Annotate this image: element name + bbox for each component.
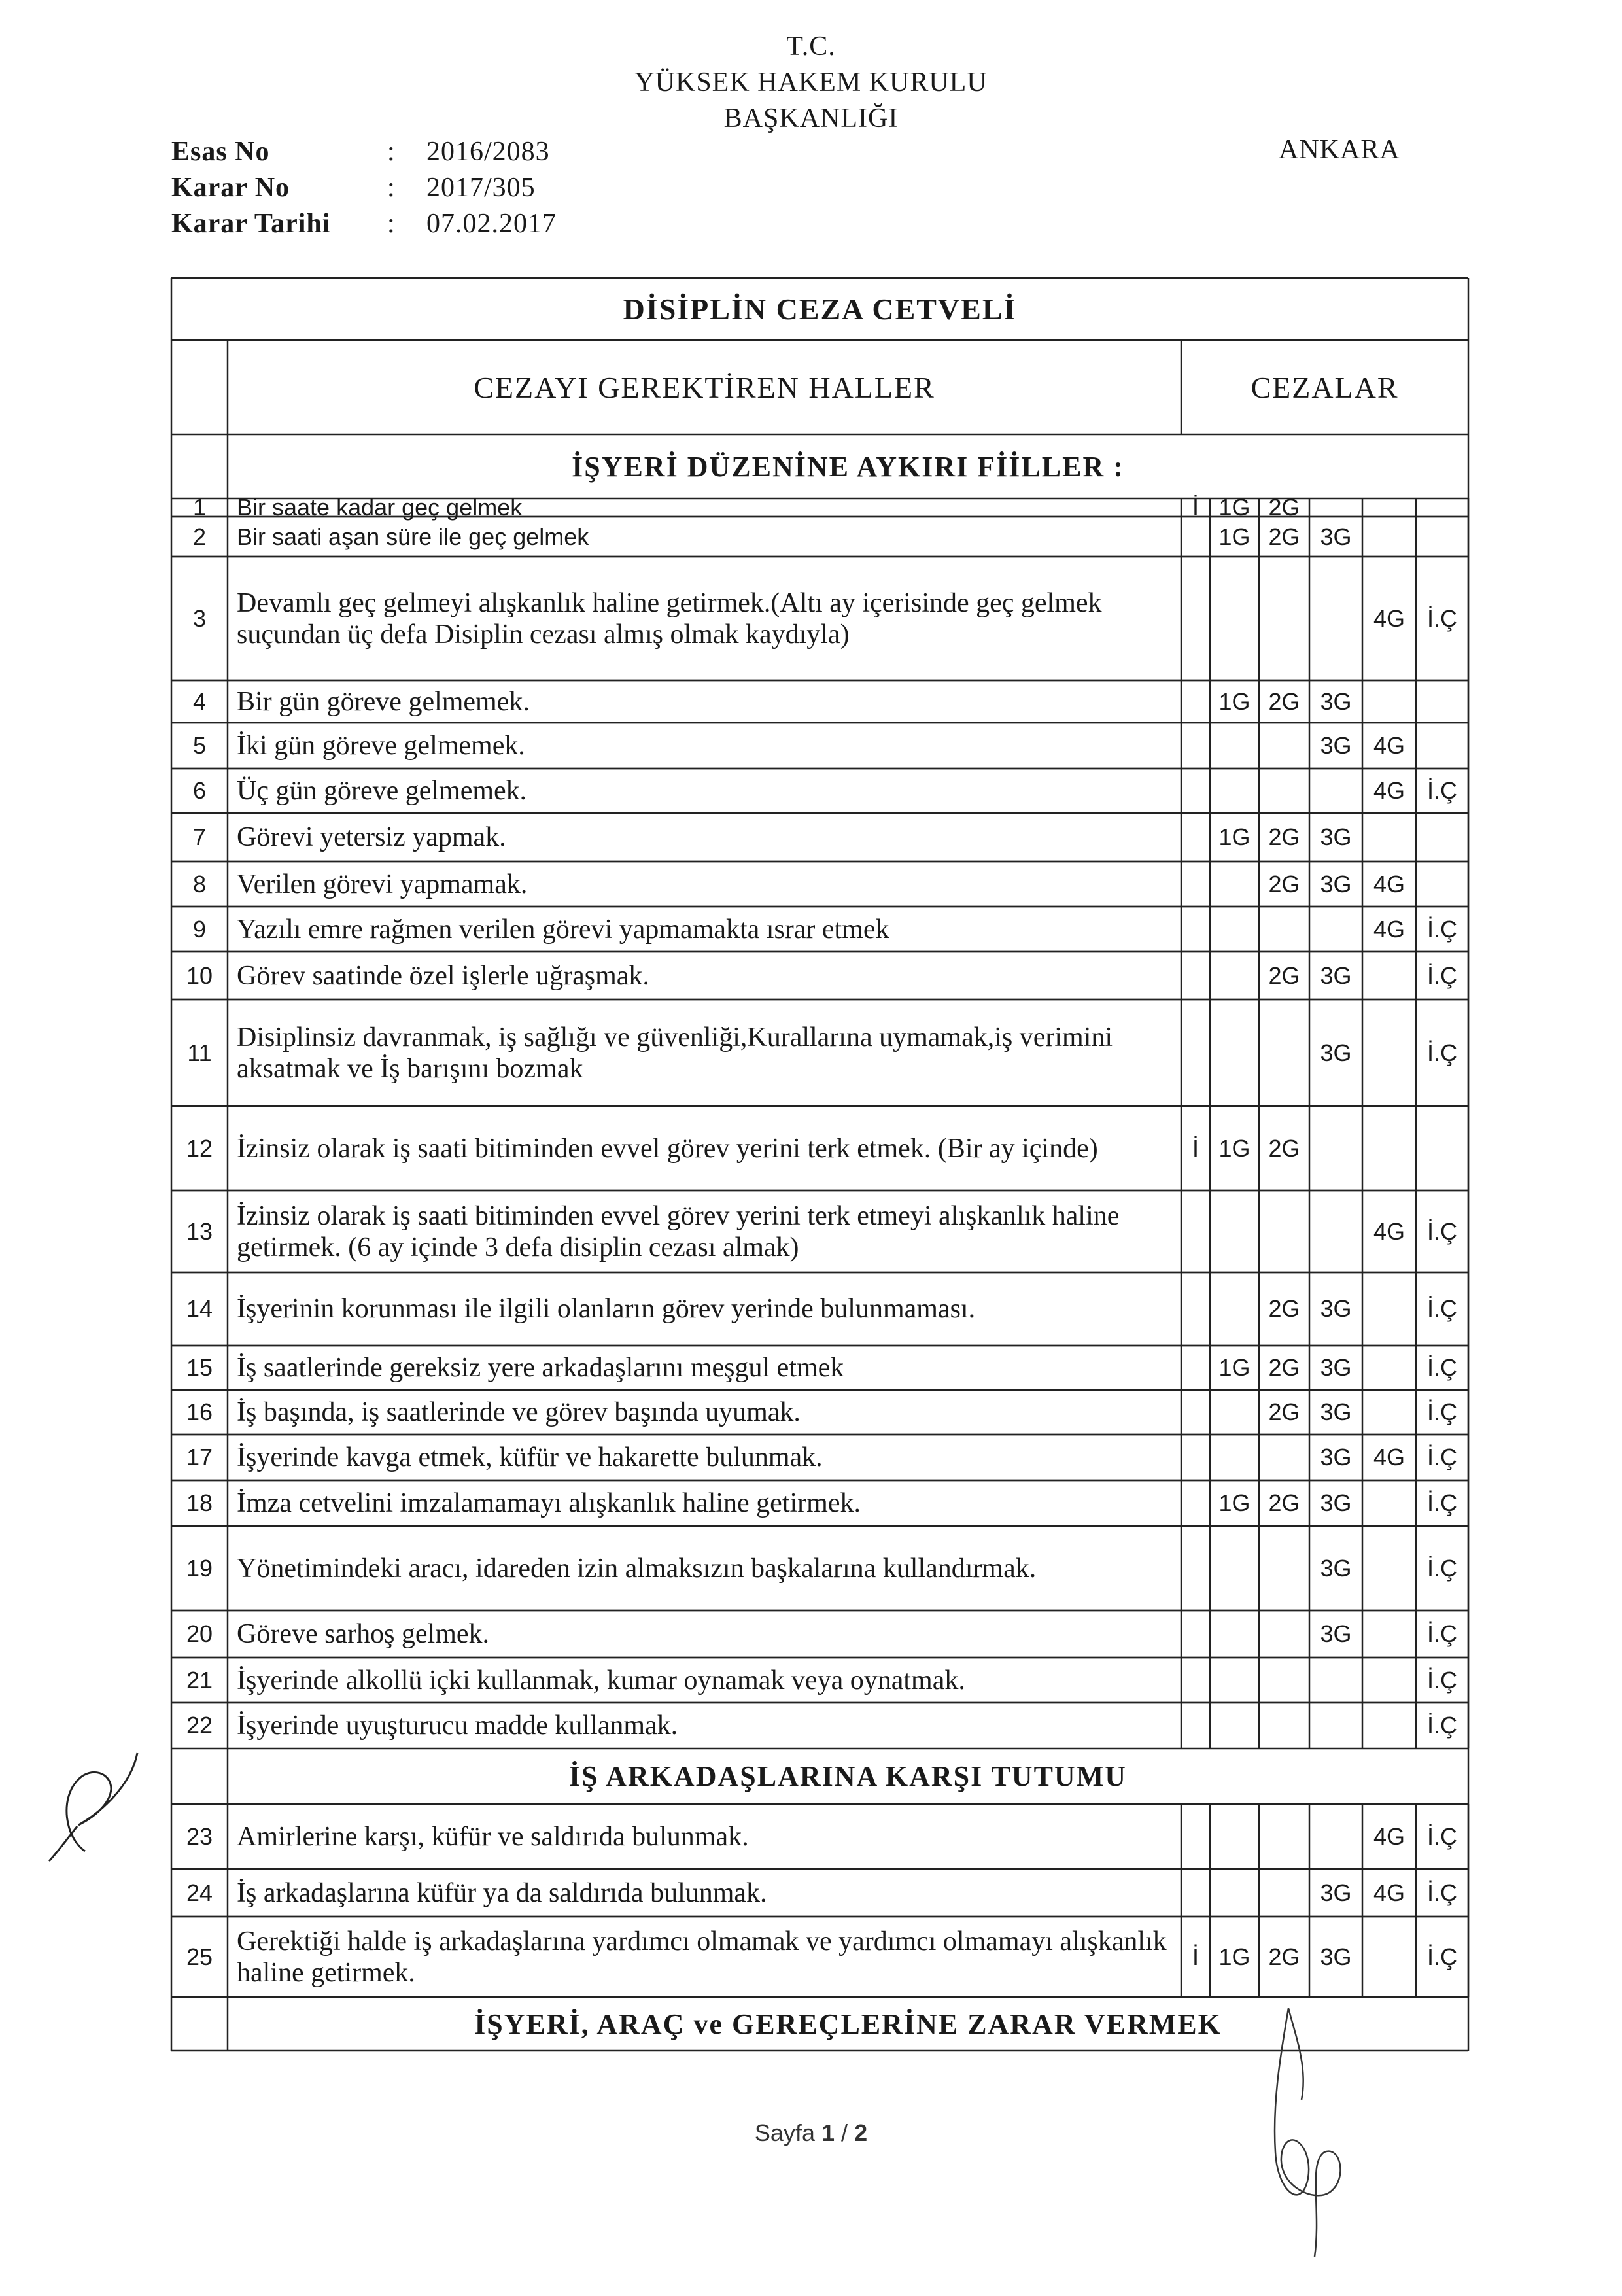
- row-description: Bir saate kadar geç gelmek: [237, 494, 523, 521]
- row-number: 3: [192, 604, 207, 632]
- row-description: Üç gün göreve gelmemek.: [237, 776, 527, 806]
- row-number: 21: [186, 1666, 213, 1694]
- row-description: Amirlerine karşı, küfür ve saldırıda bulunmak.: [237, 1821, 749, 1852]
- row-number: 9: [192, 915, 207, 943]
- row-number: 7: [192, 824, 207, 850]
- row-description: İmza cetvelini imzalamamayı alışkanlık haline getirmek.: [237, 1488, 861, 1518]
- row-description: İş başında, iş saatlerinde ve görev başında uyumak.: [237, 1397, 801, 1427]
- row-description: Yönetimindeki aracı, idareden izin almaksızın başkalarına kullandırmak.: [237, 1553, 1037, 1584]
- penalty-cell: İ.Ç: [1426, 915, 1457, 943]
- meta-colon: :: [387, 209, 395, 239]
- penalty-cell: 3G: [1320, 1295, 1352, 1322]
- page-total: 2: [854, 2119, 868, 2146]
- row-number: 24: [186, 1879, 213, 1906]
- penalty-cell: 2G: [1268, 1354, 1300, 1381]
- row-description: Yazılı emre rağmen verilen görevi yapmamakta ısrar etmek: [237, 914, 889, 945]
- penalty-cell: İ.Ç: [1426, 1620, 1457, 1647]
- row-description: İş arkadaşlarına küfür ya da saldırıda bulunmak.: [237, 1877, 767, 1908]
- penalty-cell: İ: [1192, 494, 1199, 521]
- row-description: İşyerinde uyuşturucu madde kullanmak.: [237, 1711, 678, 1741]
- penalty-cell: 1G: [1218, 1354, 1251, 1381]
- table-title: DİSİPLİN CEZA CETVELİ: [623, 292, 1017, 326]
- row-description: İşyerinin korunması ile ilgili olanların görev yerinde bulunmaması.: [237, 1294, 976, 1324]
- penalty-cell: 2G: [1268, 824, 1300, 850]
- penalty-cell: İ: [1192, 1134, 1199, 1162]
- row-number: 11: [187, 1039, 212, 1066]
- row-description: Disiplinsiz davranmak, iş sağlığı ve güvenliği,Kurallarına uymamak,iş verimini aksatmak ve İş barışını bozmak: [237, 1022, 1113, 1084]
- penalty-cell: İ.Ç: [1426, 962, 1457, 989]
- page-footer: [0, 2119, 1622, 2147]
- penalty-cell: İ.Ç: [1426, 1879, 1457, 1906]
- row-number: 10: [186, 962, 213, 989]
- penalty-cell: 3G: [1320, 1039, 1352, 1066]
- row-number: 20: [186, 1620, 213, 1647]
- row-number: 16: [186, 1399, 213, 1425]
- meta-value: 2016/2083: [426, 137, 550, 167]
- row-number: 23: [186, 1822, 213, 1850]
- penalty-cell: 2G: [1268, 523, 1300, 550]
- penalty-cell: 1G: [1218, 1489, 1251, 1516]
- section-equipment-damage: İŞYERİ, ARAÇ ve GEREÇLERİNE ZARAR VERMEK: [474, 2008, 1222, 2040]
- row-description: Verilen görevi yapmamak.: [237, 869, 528, 899]
- row-description: İş saatlerinde gereksiz yere arkadaşlarını meşgul etmek: [237, 1353, 844, 1383]
- penalty-cell: 1G: [1218, 824, 1251, 850]
- section-coworker-conduct: İŞ ARKADAŞLARINA KARŞI TUTUMU: [568, 1760, 1127, 1792]
- row-number: 13: [186, 1217, 213, 1245]
- penalty-cell: 3G: [1320, 1354, 1352, 1381]
- row-description: Görev saatinde özel işlerle uğraşmak.: [237, 960, 649, 991]
- row-number: 6: [192, 777, 207, 804]
- penalty-cell: İ.Ç: [1426, 1666, 1457, 1694]
- penalty-cell: İ.Ç: [1426, 1822, 1457, 1850]
- page-separator: /: [841, 2119, 848, 2146]
- page-label: Sayfa: [754, 2119, 815, 2146]
- penalties-column-header: CEZALAR: [1251, 370, 1399, 404]
- meta-colon: :: [387, 173, 395, 203]
- meta-label: Esas No: [171, 137, 270, 167]
- meta-colon: :: [387, 137, 395, 167]
- penalty-cell: 4G: [1373, 732, 1406, 759]
- row-number: 22: [186, 1712, 213, 1739]
- row-description: İzinsiz olarak iş saati bitiminden evvel görev yerini terk etmeyi alışkanlık haline getirmek. (6 ay içinde 3 defa disiplin cezası almak): [237, 1200, 1120, 1262]
- penalty-cell: 2G: [1268, 1943, 1300, 1970]
- penalty-cell: 3G: [1320, 1943, 1352, 1970]
- penalty-cell: İ.Ç: [1426, 1943, 1457, 1970]
- row-number: 19: [186, 1554, 213, 1582]
- penalty-cell: 3G: [1320, 824, 1352, 850]
- meta-label: Karar Tarihi: [171, 209, 331, 239]
- penalty-cell: İ: [1192, 1943, 1199, 1970]
- penalty-cell: 2G: [1268, 687, 1300, 715]
- row-number: 12: [186, 1134, 213, 1162]
- penalty-cell: 3G: [1320, 732, 1352, 759]
- header-presidency: BAŞKANLIĞI: [723, 103, 899, 133]
- penalty-cell: İ.Ç: [1426, 1399, 1457, 1425]
- row-number: 5: [192, 732, 207, 759]
- penalty-cell: 3G: [1320, 962, 1352, 989]
- row-number: 4: [192, 687, 207, 715]
- row-number: 1: [192, 494, 207, 521]
- margin-initial-mark: [39, 1727, 144, 1871]
- penalty-cell: 1G: [1218, 687, 1251, 715]
- penalty-cell: 2G: [1268, 870, 1300, 897]
- penalty-cell: 4G: [1373, 604, 1406, 632]
- penalty-cell: 2G: [1268, 962, 1300, 989]
- cases-column-header: CEZAYI GEREKTİREN HALLER: [474, 370, 935, 404]
- row-description: Gerektiği halde iş arkadaşlarına yardımcı olmamak ve yardımcı olmamayı alışkanlık haline getirmek.: [237, 1926, 1167, 1988]
- penalty-cell: İ.Ç: [1426, 1444, 1457, 1470]
- penalty-cell: 2G: [1268, 1399, 1300, 1425]
- row-number: 8: [192, 870, 207, 897]
- city: ANKARA: [1279, 135, 1400, 165]
- penalty-cell: İ.Ç: [1426, 1554, 1457, 1582]
- row-description: Bir gün göreve gelmemek.: [237, 686, 530, 717]
- penalty-cell: 4G: [1373, 777, 1406, 804]
- penalty-cell: 3G: [1320, 1879, 1352, 1906]
- penalty-cell: 1G: [1218, 523, 1251, 550]
- row-description: Görevi yetersiz yapmak.: [237, 822, 506, 852]
- page-current: 1: [821, 2119, 835, 2146]
- penalty-cell: İ.Ç: [1426, 604, 1457, 632]
- row-description: İki gün göreve gelmemek.: [237, 731, 525, 761]
- row-number: 15: [186, 1354, 213, 1381]
- penalty-cell: 2G: [1268, 494, 1300, 521]
- penalty-cell: 3G: [1320, 870, 1352, 897]
- meta-value: 2017/305: [426, 173, 536, 203]
- row-description: İşyerinde kavga etmek, küfür ve hakarette bulunmak.: [237, 1442, 823, 1472]
- penalty-cell: 2G: [1268, 1489, 1300, 1516]
- row-description: Bir saati aşan süre ile geç gelmek: [237, 523, 589, 550]
- penalty-cell: 3G: [1320, 1489, 1352, 1516]
- row-number: 25: [186, 1943, 213, 1970]
- penalty-cell: 2G: [1268, 1295, 1300, 1322]
- penalty-cell: İ.Ç: [1426, 1217, 1457, 1245]
- penalty-cell: 4G: [1373, 915, 1406, 943]
- penalty-cell: İ.Ç: [1426, 1712, 1457, 1739]
- row-number: 2: [192, 523, 207, 550]
- header-institution: YÜKSEK HAKEM KURULU: [634, 67, 988, 97]
- penalty-cell: İ.Ç: [1426, 1489, 1457, 1516]
- penalty-cell: 3G: [1320, 1554, 1352, 1582]
- row-number: 18: [186, 1489, 213, 1516]
- row-description: Devamlı geç gelmeyi alışkanlık haline getirmek.(Altı ay içerisinde geç gelmek suçundan üç defa Disiplin cezası almış olmak kaydıyla): [237, 587, 1102, 650]
- penalty-cell: 1G: [1218, 1134, 1251, 1162]
- penalty-cell: İ.Ç: [1426, 777, 1457, 804]
- penalty-cell: 3G: [1320, 1620, 1352, 1647]
- penalty-cell: 3G: [1320, 687, 1352, 715]
- row-description: İzinsiz olarak iş saati bitiminden evvel görev yerini terk etmek. (Bir ay içinde): [237, 1133, 1098, 1164]
- penalty-cell: 4G: [1373, 1217, 1406, 1245]
- penalty-cell: 1G: [1218, 494, 1251, 521]
- meta-label: Karar No: [171, 173, 290, 203]
- penalty-cell: 3G: [1320, 1399, 1352, 1425]
- row-number: 17: [186, 1444, 213, 1470]
- penalty-cell: 4G: [1373, 1879, 1406, 1906]
- penalty-cell: 4G: [1373, 1822, 1406, 1850]
- penalty-cell: 1G: [1218, 1943, 1251, 1970]
- penalty-cell: 3G: [1320, 523, 1352, 550]
- penalty-cell: 2G: [1268, 1134, 1300, 1162]
- row-description: Göreve sarhoş gelmek.: [237, 1619, 490, 1649]
- penalty-cell: 4G: [1373, 1444, 1406, 1470]
- penalty-cell: İ.Ç: [1426, 1295, 1457, 1322]
- row-number: 14: [186, 1295, 213, 1322]
- header-tc: T.C.: [786, 31, 836, 61]
- row-description: İşyerinde alkollü içki kullanmak, kumar oynamak veya oynatmak.: [237, 1665, 965, 1696]
- penalty-cell: 4G: [1373, 870, 1406, 897]
- penalty-cell: İ.Ç: [1426, 1354, 1457, 1381]
- meta-value: 07.02.2017: [426, 209, 557, 239]
- penalty-cell: İ.Ç: [1426, 1039, 1457, 1066]
- penalty-cell: 3G: [1320, 1444, 1352, 1470]
- section-workplace-order: İŞYERİ DÜZENİNE AYKIRI FİİLLER :: [572, 450, 1124, 483]
